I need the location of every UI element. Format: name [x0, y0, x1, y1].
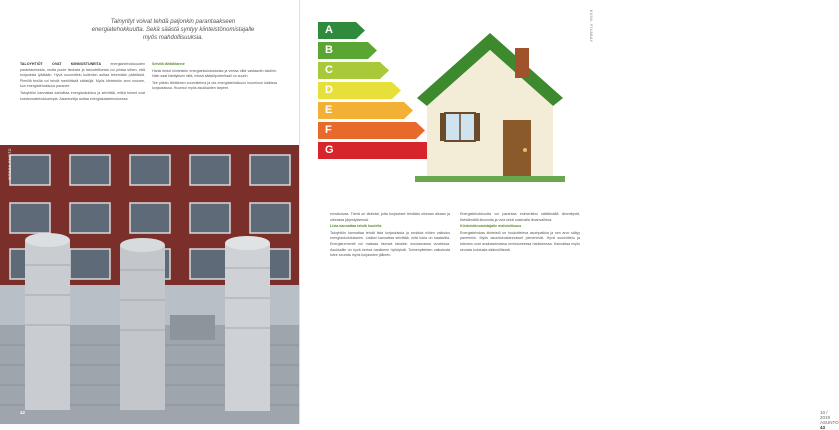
door-icon	[503, 120, 531, 178]
building-photo-illustration	[0, 145, 300, 424]
left-column-1	[20, 62, 145, 142]
energy-letter: E	[325, 104, 333, 116]
right-column-1	[330, 212, 450, 407]
paragraph: ennakoivaa. Tämä on tärkeää, jotta korjaukset tehdään oikeaan aikaan ja oikeassa järjestyksessä.	[330, 212, 450, 222]
energy-letter: A	[325, 24, 333, 36]
runin-heading: TALOYHTIÖT OVAT KIINNOSTUNEITA	[20, 62, 102, 66]
subheading: Lista kannattaa tehdä huolella	[330, 224, 382, 229]
energy-letter: D	[325, 84, 333, 96]
vent-stack-1	[25, 233, 70, 410]
energy-bar-a	[318, 22, 365, 39]
energy-bar-b	[318, 42, 377, 59]
paragraph: Energiatehokkuutta voi parantaa esimerkiksi säätämällä lämmitystä, tiivistämällä ikkunoita ja ovia sekä uusimalla ilmanvaihtoa.	[460, 212, 580, 222]
energy-letter: G	[325, 144, 334, 156]
left-page	[0, 0, 300, 424]
energy-bar-c	[318, 62, 389, 79]
house-icon	[415, 28, 565, 188]
subheading: Kiinteistönomistajalle mahdollisuus	[460, 224, 522, 229]
energy-bar-d	[318, 82, 401, 99]
lead-text: Talnyrityt voivat tehdä paljonkin parantaakseen energiatehokkuutta. Sekä säästä syntyy kiinteistönomistajalle myös mahdollisuuksia.	[91, 19, 255, 41]
page-number-left: 42	[20, 410, 26, 415]
window-icon	[440, 113, 480, 141]
photo-credit-right: KUVA: PIXABAY	[589, 10, 593, 43]
energy-letter: F	[325, 124, 332, 136]
paragraph: Energiatehokas kiinteistö on houkutteleva asuinpaikka ja sen arvo säilyy paremmin. Myös asumiskustannukset pienenevät. Hyvä suunnittelu ja toteutus ovat avainasemassa onnistuneessa hankkeessa. Kannattaa myös seurata kulutusta säännöllisesti.	[460, 230, 580, 252]
paragraph: Tee pitkän tähtäimen suunnitelma ja ota energiatehokkuus huomioon kaikissa korjauksissa. Huomioi myös asukkaiden tarpeet.	[152, 80, 277, 91]
right-column-2	[460, 212, 580, 407]
energy-bar-f	[318, 122, 425, 139]
page-number-right: 43	[820, 425, 826, 430]
subheading: Selvitä lähtötilanne	[152, 62, 185, 66]
paragraph: Hanki tiedot kiinteistön energiankulutuksesta ja vertaa niitä vastaaviin taloihin. Näin saat käsityksen siitä, missä säästöpotentiaali on suurin.	[152, 68, 277, 79]
issue-date: 10 / 2019	[820, 410, 831, 420]
vent-stack-2	[120, 238, 165, 410]
left-column-2	[152, 62, 277, 142]
paragraph: energiantehokkuuden parantamisesta, mutta puute tiedosta ja taloudellisesta voi johtaa siihen, että korjauksia lykätään. Hyvä suunnittelu kuitenkin auttaa tekemään päätöksiä. Pienillä teoilla voi tehdä merkittäviä säästöjä. Myös kiinteistön arvo nousee, kun energiatehokkuus paranee.	[20, 62, 146, 89]
house-illustration	[415, 28, 565, 188]
vent-stack-3	[225, 236, 270, 411]
energy-letter: C	[325, 64, 333, 76]
paragraph: Taloyhtiön kannattaa kartoittaa energiankulutus ja selvittää, mitkä toimet ovat kustannustehokkaimpia. Asiantuntija auttaa energiakatselmuksessa.	[20, 90, 145, 101]
building-photo	[0, 145, 300, 424]
energy-bar-e	[318, 102, 413, 119]
paragraph: Taloyhtiön kannattaa tehdä lista korjauksista ja arvioida niiden vaikutus energiankulutukseen. Lisäksi kannattaa selvittää, mitä tukia on saatavilla. Energiaremontti voi maksaa itsensä takaisin muutamassa vuodessa. Asukkaille on hyvä kertoa hankkeen hyödyistä. Toimenpiteiden vaikutusta tulee seurata myös korjausten jälkeen.	[330, 230, 450, 258]
photo-credit-left: ISTOCK PHOTO	[8, 148, 12, 181]
magazine-name: ASUNTO	[820, 420, 839, 425]
page-footer-right	[820, 410, 839, 430]
energy-letter: B	[325, 44, 333, 56]
